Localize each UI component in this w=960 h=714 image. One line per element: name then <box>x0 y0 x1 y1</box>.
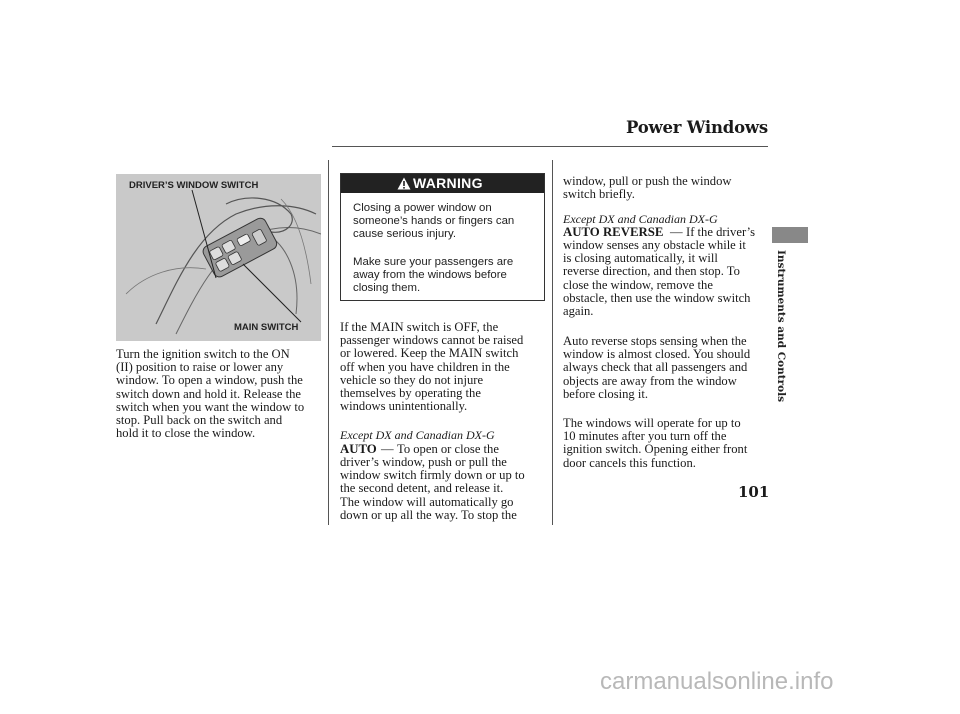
column-divider-left <box>328 160 329 525</box>
text-line: (II) position to raise or lower any <box>116 360 284 375</box>
auto-applicability-note: Except DX and Canadian DX-G <box>340 428 495 442</box>
text-line: hold it to close the window. <box>116 426 256 441</box>
text-line: windows unintentionally. <box>340 399 468 414</box>
text-line: window is almost closed. You should <box>563 347 751 362</box>
header-rule <box>332 146 768 147</box>
text-line: or lowered. Keep the MAIN switch <box>340 346 519 361</box>
text-line: window, pull or push the window <box>563 174 732 188</box>
warning-heading: WARNING <box>413 175 483 191</box>
text-line: again. <box>563 304 594 319</box>
text-line: The windows will operate for up to <box>563 416 741 430</box>
warning-box <box>340 173 545 301</box>
text-line: reverse direction, and then stop. To <box>563 264 740 279</box>
text-line: ignition switch. Opening either front <box>563 442 748 457</box>
text-line: close the window, remove the <box>563 277 713 292</box>
column-divider-right <box>552 160 553 525</box>
text-line: objects are away from the window <box>563 373 737 388</box>
text-line: someone’s hands or fingers can <box>353 214 515 227</box>
text-line: before closing it. <box>563 386 648 401</box>
door-panel-illustration <box>116 174 321 341</box>
auto-first-line: To open or close the <box>397 442 499 456</box>
warning-text-2 <box>353 256 513 294</box>
text-line: switch briefly. <box>563 187 635 202</box>
warning-header <box>341 174 544 193</box>
text-line: switch when you want the window to <box>116 399 305 414</box>
text-line: cause serious injury. <box>353 227 456 240</box>
auto-reverse-applicability-note: Except DX and Canadian DX-G <box>563 212 718 226</box>
text-line: Auto reverse stops sensing when the <box>563 334 747 348</box>
section-tab-marker <box>772 227 808 243</box>
text-line: Closing a power window on <box>353 202 492 214</box>
text-line: passenger windows cannot be raised <box>340 333 524 348</box>
text-line: the second detent, and release it. <box>340 481 504 496</box>
auto-continuation <box>563 175 732 201</box>
main-switch-label: MAIN SWITCH <box>234 322 299 333</box>
text-line: off when you have children in the <box>340 359 510 374</box>
auto-reverse-heading: AUTO REVERSE <box>563 225 664 239</box>
auto-reverse-first-line: If the driver’s <box>686 225 756 239</box>
auto-reverse-dash: — <box>670 225 683 239</box>
text-line: window switch firmly down or up to <box>340 468 525 483</box>
auto-heading: AUTO <box>340 442 377 456</box>
auto-dash: — <box>381 442 394 456</box>
text-line: down or up all the way. To stop the <box>340 507 517 522</box>
text-line: always check that all passengers and <box>563 360 748 375</box>
text-line: obstacle, then use the window switch <box>563 290 751 305</box>
sensing-paragraph <box>563 335 750 401</box>
text-line: stop. Pull back on the switch and <box>116 413 283 428</box>
text-line: closing them. <box>353 281 421 294</box>
text-line: driver’s window, push or pull the <box>340 455 507 469</box>
text-line: vehicle so they do not injure <box>340 372 484 387</box>
text-line: 10 minutes after you turn off the <box>563 429 727 444</box>
text-line: switch down and hold it. Release the <box>116 386 302 401</box>
auto-reverse-description <box>563 239 750 318</box>
main-switch-paragraph <box>340 321 523 413</box>
text-line: window. To open a window, push the <box>116 373 303 388</box>
window-switch-figure <box>116 174 321 341</box>
warning-triangle-icon <box>397 177 411 190</box>
text-line: Turn the ignition switch to the ON <box>116 347 290 361</box>
section-tab <box>775 250 789 403</box>
text-line: is closing automatically, it will <box>563 251 718 266</box>
text-line: window senses any obstacle while it <box>563 238 746 252</box>
section-tab-label: Instruments and Controls <box>775 250 787 403</box>
footer-watermark[interactable]: carmanualsonline.info <box>600 668 834 695</box>
page-title: Power Windows <box>625 118 768 137</box>
text-line: themselves by operating the <box>340 386 481 401</box>
text-line: The window will automatically go <box>340 494 514 509</box>
auto-description <box>340 456 525 522</box>
page-number: 101 <box>738 483 770 501</box>
text-line: away from the windows before <box>353 268 507 281</box>
warning-text-1 <box>353 202 514 240</box>
text-line: door cancels this function. <box>563 455 696 470</box>
ignition-instructions <box>116 348 304 440</box>
driver-window-switch-label: DRIVER’S WINDOW SWITCH <box>129 180 259 191</box>
timer-paragraph <box>563 417 747 470</box>
text-line: If the MAIN switch is OFF, the <box>340 320 499 334</box>
text-line: Make sure your passengers are <box>353 256 514 268</box>
